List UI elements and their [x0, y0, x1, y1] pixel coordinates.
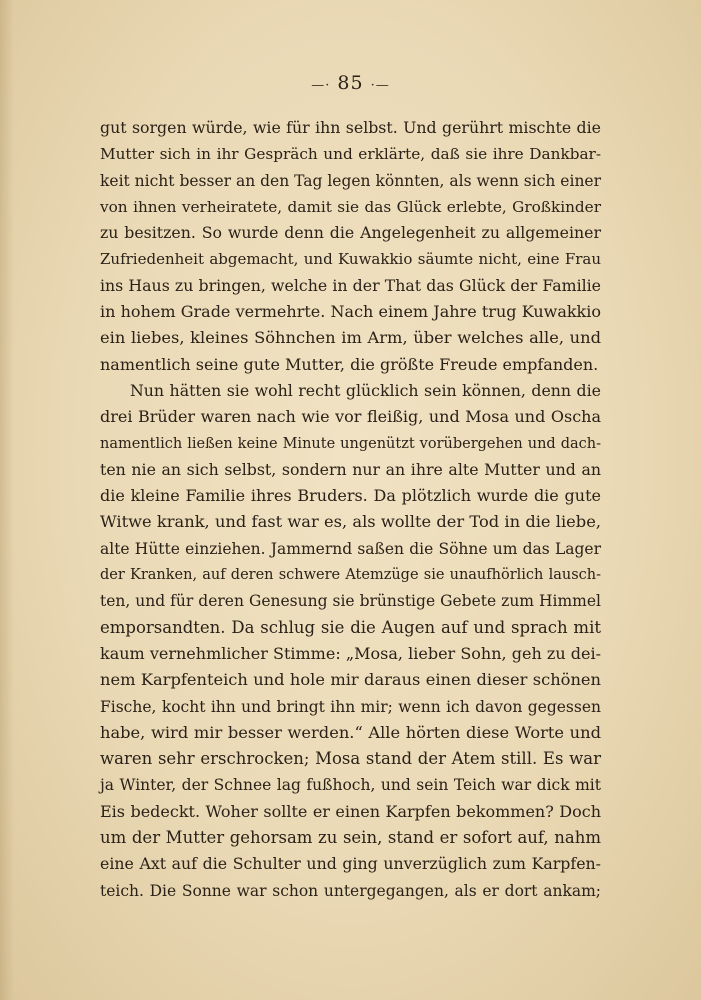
text-line: ten, und für deren Genesung sie brünstige Gebete zum Himmel	[100, 592, 601, 611]
text-line: Mutter sich in ihr Gespräch und erklärte, daß sie ihre Dankbar-	[100, 145, 601, 164]
text-line: von ihnen verheiratete, damit sie das Glück erlebte, Großkinder	[100, 197, 601, 216]
text-line: ins Haus zu bringen, welche in der That das Glück der Familie	[100, 275, 601, 295]
text-line: in hohem Grade vermehrte. Nach einem Jahre trug Kuwakkio	[100, 302, 601, 322]
text-line: der Kranken, auf deren schwere Atemzüge sie unaufhörlich lausch-	[100, 567, 601, 584]
page-edge-shadow	[0, 0, 14, 1000]
text-line: kaum vernehmlicher Stimme: „Mosa, lieber Sohn, geh zu dei-	[100, 643, 601, 663]
page-number-prefix: —·	[311, 78, 331, 93]
text-line: namentlich ließen keine Minute ungenützt vorübergehen und dach-	[100, 435, 601, 452]
text-line: die kleine Familie ihres Bruders. Da plötzlich wurde die gute	[100, 486, 601, 506]
text-line: namentlich seine gute Mutter, die größte Freude empfanden.	[100, 354, 599, 374]
text-line: zu besitzen. So wurde denn die Angelegenheit zu allgemeiner	[100, 223, 601, 243]
text-line: um der Mutter gehorsam zu sein, stand er sofort auf, nahm	[100, 828, 601, 848]
text-line: emporsandten. Da schlug sie die Augen auf und sprach mit	[100, 617, 601, 637]
text-line: waren sehr erschrocken; Mosa stand der Atem still. Es war	[100, 749, 601, 769]
text-line: keit nicht besser an den Tag legen könnten, als wenn sich einer	[100, 171, 602, 190]
text-line: Fische, kocht ihn und bringt ihn mir; wenn ich davon gegessen	[100, 697, 601, 716]
text-line: Witwe krank, und fast war es, als wollte der Tod in die liebe,	[100, 512, 601, 532]
page-number-value: 85	[337, 72, 364, 94]
text-line: drei Brüder waren nach wie vor fleißig, und Mosa und Oscha	[100, 407, 601, 427]
text-line: alte Hütte einziehen. Jammernd saßen die Söhne um das Lager	[100, 539, 601, 558]
text-line: nem Karpfenteich und hole mir daraus einen dieser schönen	[100, 670, 601, 690]
page-number	[0, 72, 701, 94]
text-line: eine Axt auf die Schulter und ging unverzüglich zum Karpfen-	[100, 854, 601, 874]
text-line: Eis bedeckt. Woher sollte er einen Karpfen bekommen? Doch	[100, 801, 601, 821]
text-line: ein liebes, kleines Söhnchen im Arm, über welches alle, und	[100, 328, 601, 348]
text-line: Nun hätten sie wohl recht glücklich sein können, denn die	[130, 380, 601, 400]
text-line: teich. Die Sonne war schon untergegangen, als er dort ankam;	[100, 881, 601, 900]
text-line: ja Winter, der Schnee lag fußhoch, und sein Teich war dick mit	[100, 776, 601, 795]
text-line: Zufriedenheit abgemacht, und Kuwakkio säumte nicht, eine Frau	[100, 250, 601, 269]
text-line: habe, wird mir besser werden.“ Alle hörten diese Worte und	[100, 722, 601, 742]
text-line: gut sorgen würde, wie für ihn selbst. Und gerührt mischte die	[100, 118, 601, 137]
text-line: ten nie an sich selbst, sondern nur an ihre alte Mutter und an	[100, 459, 601, 479]
body-text	[100, 115, 601, 904]
page-number-suffix: ·—	[370, 78, 390, 93]
